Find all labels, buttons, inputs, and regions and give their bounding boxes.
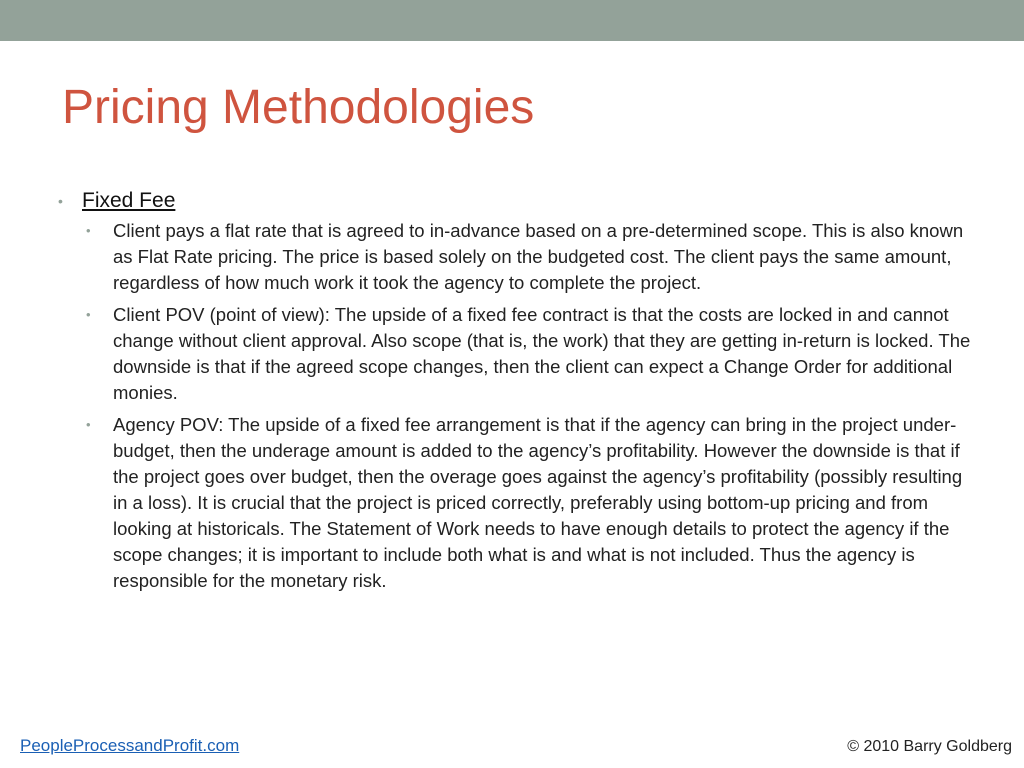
sub-bullet-text: Client pays a flat rate that is agreed to in-advance based on a pre-determined scope. This is also known as Flat Rate pricing. The price is based solely on the budgeted cost. The client pays the same amount, regardless of how much work it took the agency to complete the project. xyxy=(113,220,964,293)
bullet-dot-icon: • xyxy=(86,417,91,432)
sub-bullet-text: Agency POV: The upside of a fixed fee arrangement is that if the agency can bring in the project under-budget, then the underage amount is added to the agency’s profitability. However the downside is that if the project goes over budget, then the overage goes against the agency’s profitability (possibly resulting in a loss). It is crucial that the project is priced correctly, preferably using bottom-up pricing and from looking at historicals. The Statement of Work needs to have enough details to protect the agency if the scope changes; it is important to include both what is and what is not included. Thus the agency is responsible for the monetary risk. xyxy=(113,414,963,591)
sub-bullet-definition xyxy=(86,218,976,296)
website-link[interactable]: PeopleProcessandProfit.com xyxy=(20,736,240,755)
sub-bullet-agency-pov xyxy=(86,412,976,594)
copyright-notice: © 2010 Barry Goldberg xyxy=(847,738,1012,755)
slide-content xyxy=(56,186,976,594)
bullet-dot-icon: • xyxy=(58,193,63,209)
slide-title: Pricing Methodologies xyxy=(62,81,535,134)
bullet-fixed-fee xyxy=(56,186,976,216)
section-label: Fixed Fee xyxy=(82,189,176,212)
sub-bullet-text: Client POV (point of view): The upside of a fixed fee contract is that the costs are locked in and cannot change without client approval. Also scope (that is, the work) that they are getting in-return is locked. The downside is that if the agreed scope changes, then the client can expect a Change Order for additional monies. xyxy=(113,304,971,403)
sub-bullet-client-pov xyxy=(86,302,976,406)
bullet-dot-icon: • xyxy=(86,307,91,322)
top-accent-band xyxy=(0,0,1024,41)
bullet-dot-icon: • xyxy=(86,223,91,238)
